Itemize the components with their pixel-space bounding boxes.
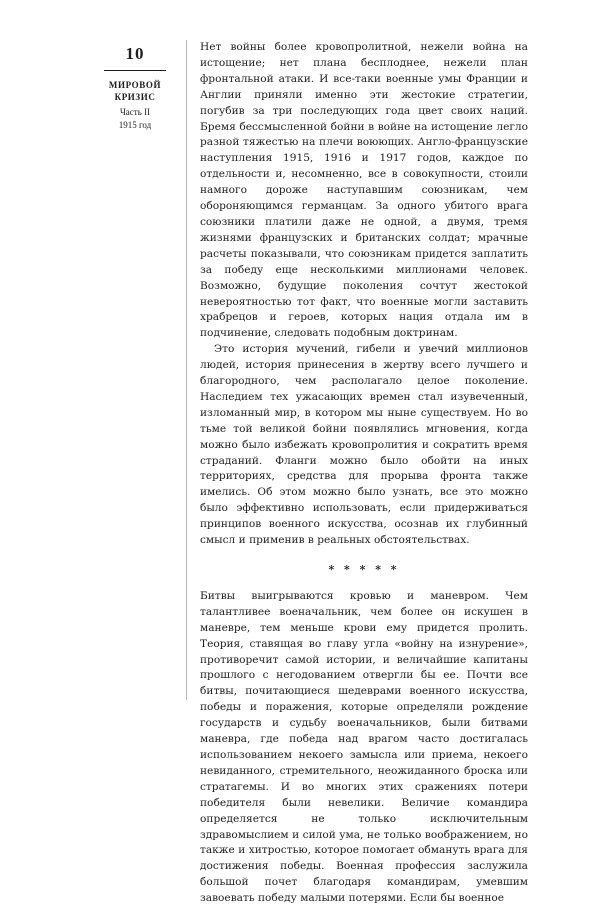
paragraph: Это история мучений, гибели и увечий миллионов людей, история принесения в жертву всего лучшего и благородного, чем располагало целое поколение. Наследием тех ужасающих времен стал изувеченный, изломанный мир, в котором мы ныне существуем. Но во тьме той великой бойни появлялись мгновения, когда можно было избежать кровопролития и сократить время страданий. Фланги можно было обойти на иных территориях, средства для прорыва фронта также имелись. Об этом можно было узнать, все это можно было эффективно использовать, если придерживаться принципов военного искусства, осознав их глубинный смысл и применив в реальных обстоятельствах.: [200, 343, 528, 547]
paragraph: Нет войны более кровопролитной, нежели война на истощение; нет плана бесплоднее, нежели план фронтальной атаки. И все-таки военные умы Франции и Англии приняли именно эти жестокие стратегии, погубив за три последующих года цвет своих наций. Бремя бессмысленной бойни в войне на истощение легло разной тяжестью на плечи воюющих. Англо-французские наступления 1915, 1916 и 1917 годов, каждое по отдельности и, несомненно, все в совокупности, стоили намного дороже наступавшим союзникам, чем обороняющимся германцам. За одного убитого врага союзники платили даже не одной, а двумя, тремя жизнями французских и британских солдат; мрачные расчеты показывали, что союзникам придется заплатить за победу еще несколькими миллионами человек. Возможно, будущие поколения сочтут жестокой невероятностью тот факт, что военные могли заставить храбрецов и героев, которых нация отдала им в подчинение, следовать подобным доктринам.: [200, 41, 528, 340]
running-header: [100, 44, 170, 131]
section-title-line1: МИРОВОЙ: [108, 80, 162, 90]
page-number: 10: [125, 44, 145, 63]
year-label: 1915 год: [118, 120, 152, 130]
part-label: Часть II: [119, 107, 151, 117]
paragraph: Битвы выигрываются кровью и маневром. Чем талантливее военачальник, чем более он искушен в маневре, тем меньше крови ему придется пролить. Теория, ставящая во главу угла «войну на изнурение», противоречит самой истории, и величайшие капитаны прошлого с негодованием отвергли бы ее. Почти все битвы, почитающиеся шедеврами военного искусства, победы и поражения, которые определяли рождение государств и судьбу военачальников, были битвами маневра, где победа над врагом часто достигалась использованием некоего замысла или приема, некоего невиданного, стремительного, неожиданного броска или стратагемы. И во многих этих сражениях потери победителя были невелики. Величие командира определяется не только исключительным здравомыслием и силой ума, не только воображением, но также и хитростью, которое помогает обмануть врага для достижения победы. Военная профессия заслужила большой почет благодаря командирам, умевшим завоевать победу малыми потерями. Если бы военное: [200, 589, 528, 905]
main-text: [200, 40, 528, 907]
header-rule: [104, 70, 166, 71]
margin-rule: [186, 40, 187, 700]
section-title-line2: КРИЗИС: [114, 92, 156, 102]
section-separator: * * * * *: [328, 563, 400, 576]
